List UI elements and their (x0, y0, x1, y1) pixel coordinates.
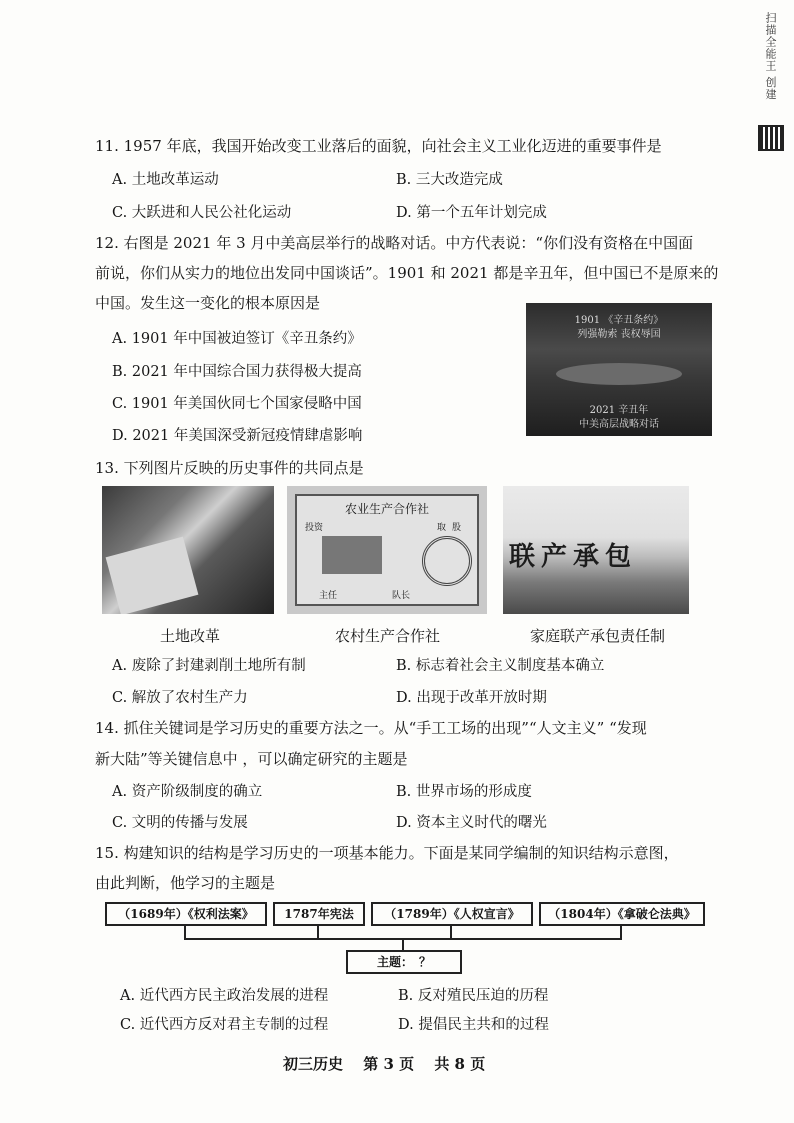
question-13-option-c: C. 解放了农村生产力 (112, 690, 248, 706)
certificate-frame (295, 494, 479, 606)
diagram-box-1787-constitution: 1787年宪法 (273, 902, 365, 926)
question-13-option-a: A. 废除了封建剥削土地所有制 (112, 658, 306, 674)
diagram-box-napoleonic-code: （1804年）《拿破仑法典》 (539, 902, 705, 926)
question-15-option-c: C. 近代西方反对君主专制的过程 (120, 1017, 329, 1033)
photo-caption-bottom-2: 中美高层战略对话 (579, 419, 659, 430)
question-14-stem-line-1: 14. 抓住关键词是学习历史的重要方法之一。从“手工工场的出现”“人文主义” “发现 (95, 719, 647, 737)
question-13-option-b: B. 标志着社会主义制度基本确立 (396, 658, 605, 674)
question-14-option-c: C. 文明的传播与发展 (112, 815, 248, 831)
land-reform-photo (102, 486, 274, 614)
cooperative-certificate-photo (287, 486, 487, 614)
photo-caption-top-1: 1901 《辛丑条约》 (574, 315, 664, 326)
question-15-option-d: D. 提倡民主共和的过程 (398, 1017, 549, 1033)
diagram-box-rights-of-man: （1789年）《人权宣言》 (371, 902, 533, 926)
household-responsibility-photo (503, 486, 689, 614)
question-14-stem-line-2: 新大陆”等关键信息中 ，可以确定研究的主题是 (95, 750, 408, 768)
question-12-stem-line-1: 12. 右图是 2021 年 3 月中美高层举行的战略对话。中方代表说：“你们没有资格在中国面 (95, 234, 694, 252)
diagram-theme-box: 主题： ？ (346, 950, 462, 974)
certificate-title: 农业生产合作社 (344, 502, 429, 516)
question-11-option-a: A. 土地改革运动 (112, 172, 219, 188)
certificate-label-5: 队长 (392, 591, 411, 601)
question-12-option-b: B. 2021 年中国综合国力获得极大提高 (112, 364, 362, 380)
scanner-watermark (758, 12, 784, 147)
land-deed-paper (106, 537, 199, 614)
question-11-option-b: B. 三大改造完成 (396, 172, 503, 188)
question-12-stem-line-3: 中国。发生这一变化的根本原因是 (95, 294, 321, 312)
question-13-option-d: D. 出现于改革开放时期 (396, 690, 547, 706)
question-14-option-b: B. 世界市场的形成度 (396, 784, 532, 800)
certificate-label-2: 取 (437, 523, 447, 533)
certificate-label-4: 主任 (319, 591, 338, 601)
certificate-seal (422, 536, 472, 586)
question-15-stem-line-2: 由此判断，他学习的主题是 (95, 874, 276, 892)
certificate-label-3: 股 (452, 523, 462, 533)
qr-code-icon (760, 127, 782, 149)
question-11-option-c: C. 大跃进和人民公社化运动 (112, 205, 292, 221)
photo-caption-top-2: 列强勒索 丧权辱国 (577, 329, 661, 340)
caption-cooperative: 农村生产合作社 (335, 627, 441, 645)
question-12-option-d: D. 2021 年美国深受新冠疫情肆虐影响 (112, 428, 363, 444)
diagram-box-bill-of-rights: （1689年）《权利法案》 (105, 902, 267, 926)
conference-table (556, 363, 682, 385)
diagram-stem-line (402, 938, 404, 950)
photo-caption-bottom-1: 2021 辛丑年 (589, 405, 649, 416)
question-13-stem: 13. 下列图片反映的历史事件的共同点是 (95, 459, 364, 477)
question-12-option-c: C. 1901 年美国伙同七个国家侵略中国 (112, 396, 362, 412)
question-15-option-b: B. 反对殖民压迫的历程 (398, 988, 549, 1004)
watermark-text: 扫描全能王 创建 (764, 12, 777, 101)
question-14-option-d: D. 资本主义时代的曙光 (396, 815, 547, 831)
caption-household: 家庭联产承包责任制 (530, 627, 666, 645)
strategic-dialogue-photo (526, 303, 712, 436)
question-15-option-a: A. 近代西方民主政治发展的进程 (120, 988, 329, 1004)
question-12-option-a: A. 1901 年中国被迫签订《辛丑条约》 (112, 331, 362, 347)
question-15-stem-line-1: 15. 构建知识的结构是学习历史的一项基本能力。下面是某同学编制的知识结构示意图， (95, 844, 679, 862)
certificate-label-1: 投资 (305, 523, 324, 533)
question-14-option-a: A. 资产阶级制度的确立 (112, 784, 263, 800)
question-11-option-d: D. 第一个五年计划完成 (396, 205, 547, 221)
photo-banner-text: 联产承包 (509, 542, 638, 572)
page-footer: 初三历史 第 3 页 共 8 页 (283, 1055, 486, 1073)
caption-land-reform: 土地改革 (160, 627, 221, 645)
question-11-stem: 11. 1957 年底，我国开始改变工业落后的面貌，向社会主义工业化迈进的重要事件是 (95, 137, 662, 155)
question-12-stem-line-2: 前说，你们从实力的地位出发同中国谈话”。1901 和 2021 都是辛丑年，但中国已不是原来的 (95, 264, 719, 282)
tractor-illustration (322, 536, 382, 574)
